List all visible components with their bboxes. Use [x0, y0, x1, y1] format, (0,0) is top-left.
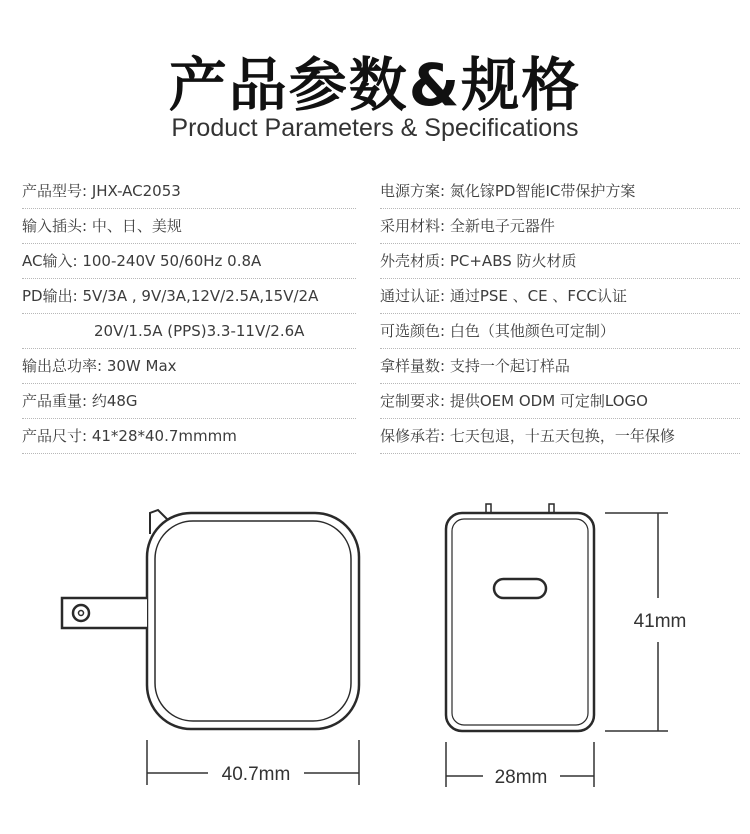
page-subtitle: Product Parameters & Specifications: [171, 114, 579, 142]
spec-value: 20V/1.5A (PPS)3.3-11V/2.6A: [94, 322, 305, 340]
spec-label: 通过认证:: [380, 287, 446, 305]
spec-label: PD输出:: [22, 287, 78, 305]
spec-value: 白色（其他颜色可定制）: [449, 322, 615, 340]
spec-label: 电源方案:: [380, 182, 446, 200]
dimension-width-label: 40.7mm: [221, 764, 291, 785]
spec-value: 提供OEM ODM 可定制LOGO: [449, 392, 648, 410]
dimension-height-label: 41mm: [633, 611, 687, 632]
spec-value: 氮化镓PD智能IC带保护方案: [449, 182, 636, 200]
dimension-depth-label: 28mm: [494, 767, 548, 788]
spec-value: 七天包退，十五天包换，一年保修: [449, 427, 675, 445]
spec-value: 支持一个起订样品: [449, 357, 570, 375]
spec-label: 可选颜色:: [380, 322, 446, 340]
page-title: 产品参数&规格: [168, 51, 582, 119]
spec-label: 采用材料:: [380, 217, 446, 235]
spec-value: 41*28*40.7mmmm: [91, 427, 237, 445]
spec-value: PC+ABS 防火材质: [449, 252, 577, 270]
spec-label: AC输入:: [22, 252, 78, 270]
spec-label: 定制要求:: [380, 392, 446, 410]
spec-value: 约48G: [91, 392, 138, 410]
spec-label: 产品尺寸:: [22, 427, 88, 445]
charger-front-view: [446, 504, 594, 731]
spec-label: 产品重量:: [22, 392, 88, 410]
spec-value: 通过PSE 、CE 、FCC认证: [449, 287, 627, 305]
spec-label: 产品型号:: [22, 182, 88, 200]
spec-label: 外壳材质:: [380, 252, 446, 270]
charger-side-view: [62, 510, 359, 729]
spec-value: 全新电子元器件: [449, 217, 555, 235]
spec-label: 输入插头:: [22, 217, 88, 235]
spec-label: 输出总功率:: [22, 357, 103, 375]
spec-label: 拿样量数:: [380, 357, 446, 375]
spec-value: 100-240V 50/60Hz 0.8A: [82, 252, 262, 270]
spec-value: 30W Max: [106, 357, 177, 375]
spec-value: 5V/3A , 9V/3A,12V/2.5A,15V/2A: [82, 287, 319, 305]
spec-label: 保修承若:: [380, 427, 446, 445]
spec-value: 中、日、美规: [91, 217, 182, 235]
spec-value: JHX-AC2053: [91, 182, 181, 200]
